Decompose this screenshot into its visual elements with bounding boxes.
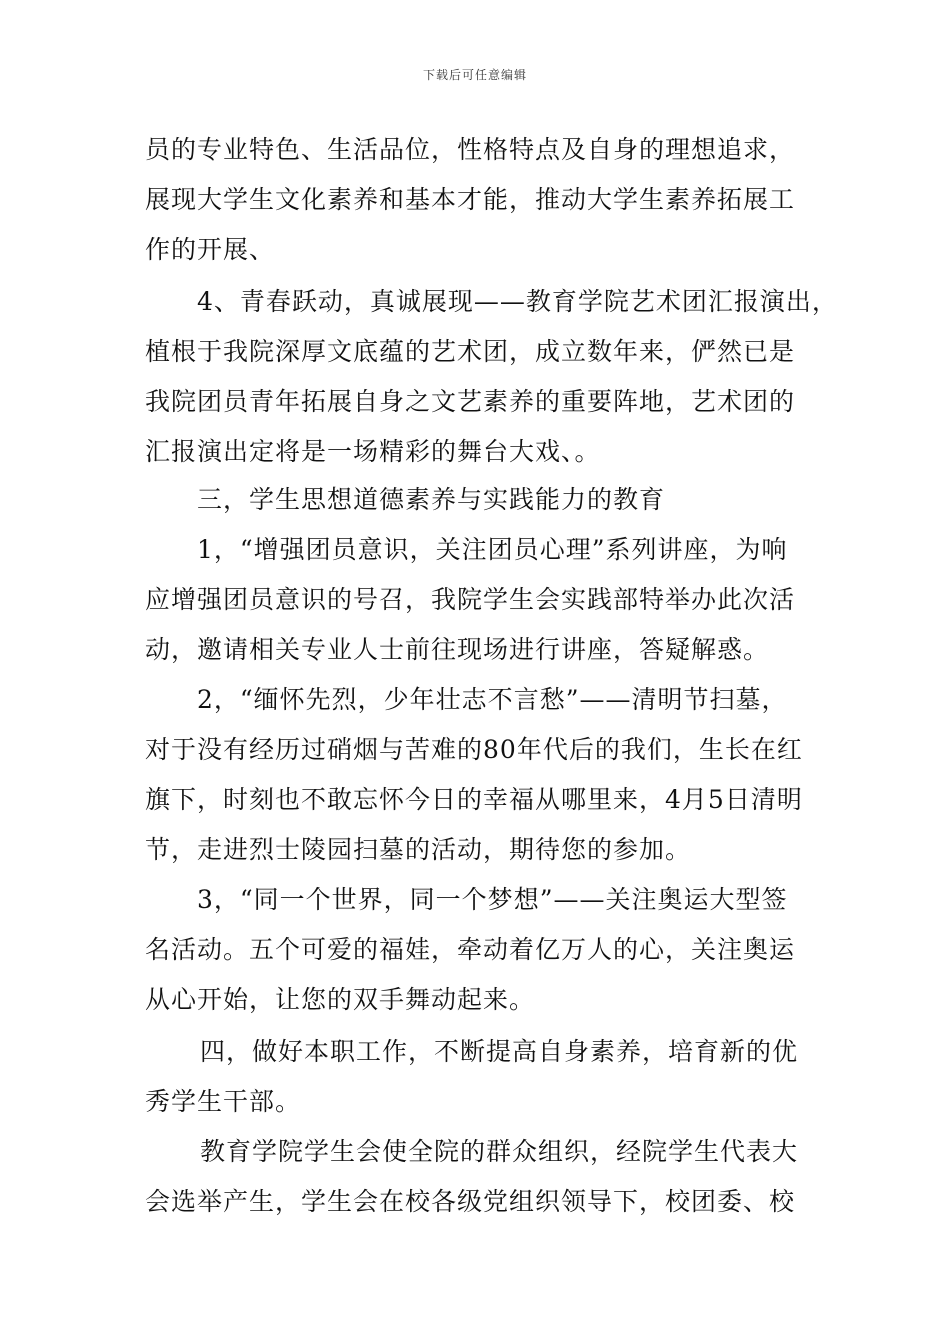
text-line: 员的专业特色、生活品位，性格特点及自身的理想追求，: [145, 135, 796, 164]
text-line: 1，“增强团员意识，关注团员心理”系列讲座，为响: [197, 535, 788, 564]
text-line: 会选举产生，学生会在校各级党组织领导下，校团委、校: [145, 1187, 796, 1216]
text-line: 3，“同一个世界，同一个梦想”——关注奥运大型签: [197, 885, 788, 914]
text-line: 我院团员青年拓展自身之文艺素养的重要阵地，艺术团的: [145, 387, 796, 416]
text-line: 汇报演出定将是一场精彩的舞台大戏、。: [145, 437, 601, 466]
text-line: 节，走进烈士陵园扫墓的活动，期待您的参加。: [145, 835, 692, 864]
text-line: 展现大学生文化素养和基本才能，推动大学生素养拓展工: [145, 185, 796, 214]
text-line: 动，邀请相关专业人士前往现场进行讲座，答疑解惑。: [145, 635, 770, 664]
text-line: 教育学院学生会使全院的群众组织，经院学生代表大: [200, 1137, 799, 1166]
text-line: 名活动。五个可爱的福娃，牵动着亿万人的心，关注奥运: [145, 935, 796, 964]
text-line: 作的开展、: [145, 235, 276, 264]
text-line: 应增强团员意识的号召，我院学生会实践部特举办此次活: [145, 585, 796, 614]
text-line: 植根于我院深厚文底蕴的艺术团，成立数年来，俨然已是: [145, 337, 796, 366]
text-line: 2，“缅怀先烈，少年壮志不言愁”——清明节扫墓，: [197, 685, 788, 714]
text-line: 从心开始，让您的双手舞动起来。: [145, 985, 536, 1014]
page-header-note: 下载后可任意编辑: [422, 68, 527, 82]
text-line: 对于没有经历过硝烟与苦难的80年代后的我们，生长在红: [145, 735, 803, 764]
text-line: 秀学生干部。: [145, 1087, 302, 1116]
section-heading: 三，学生思想道德素养与实践能力的教育: [197, 485, 666, 514]
text-line: 旗下，时刻也不敢忘怀今日的幸福从哪里来，4月5日清明: [145, 785, 803, 814]
text-line: 4、青春跃动，真诚展现——教育学院艺术团汇报演出，: [197, 287, 838, 316]
section-heading: 四，做好本职工作，不断提高自身素养，培育新的优: [200, 1037, 799, 1066]
